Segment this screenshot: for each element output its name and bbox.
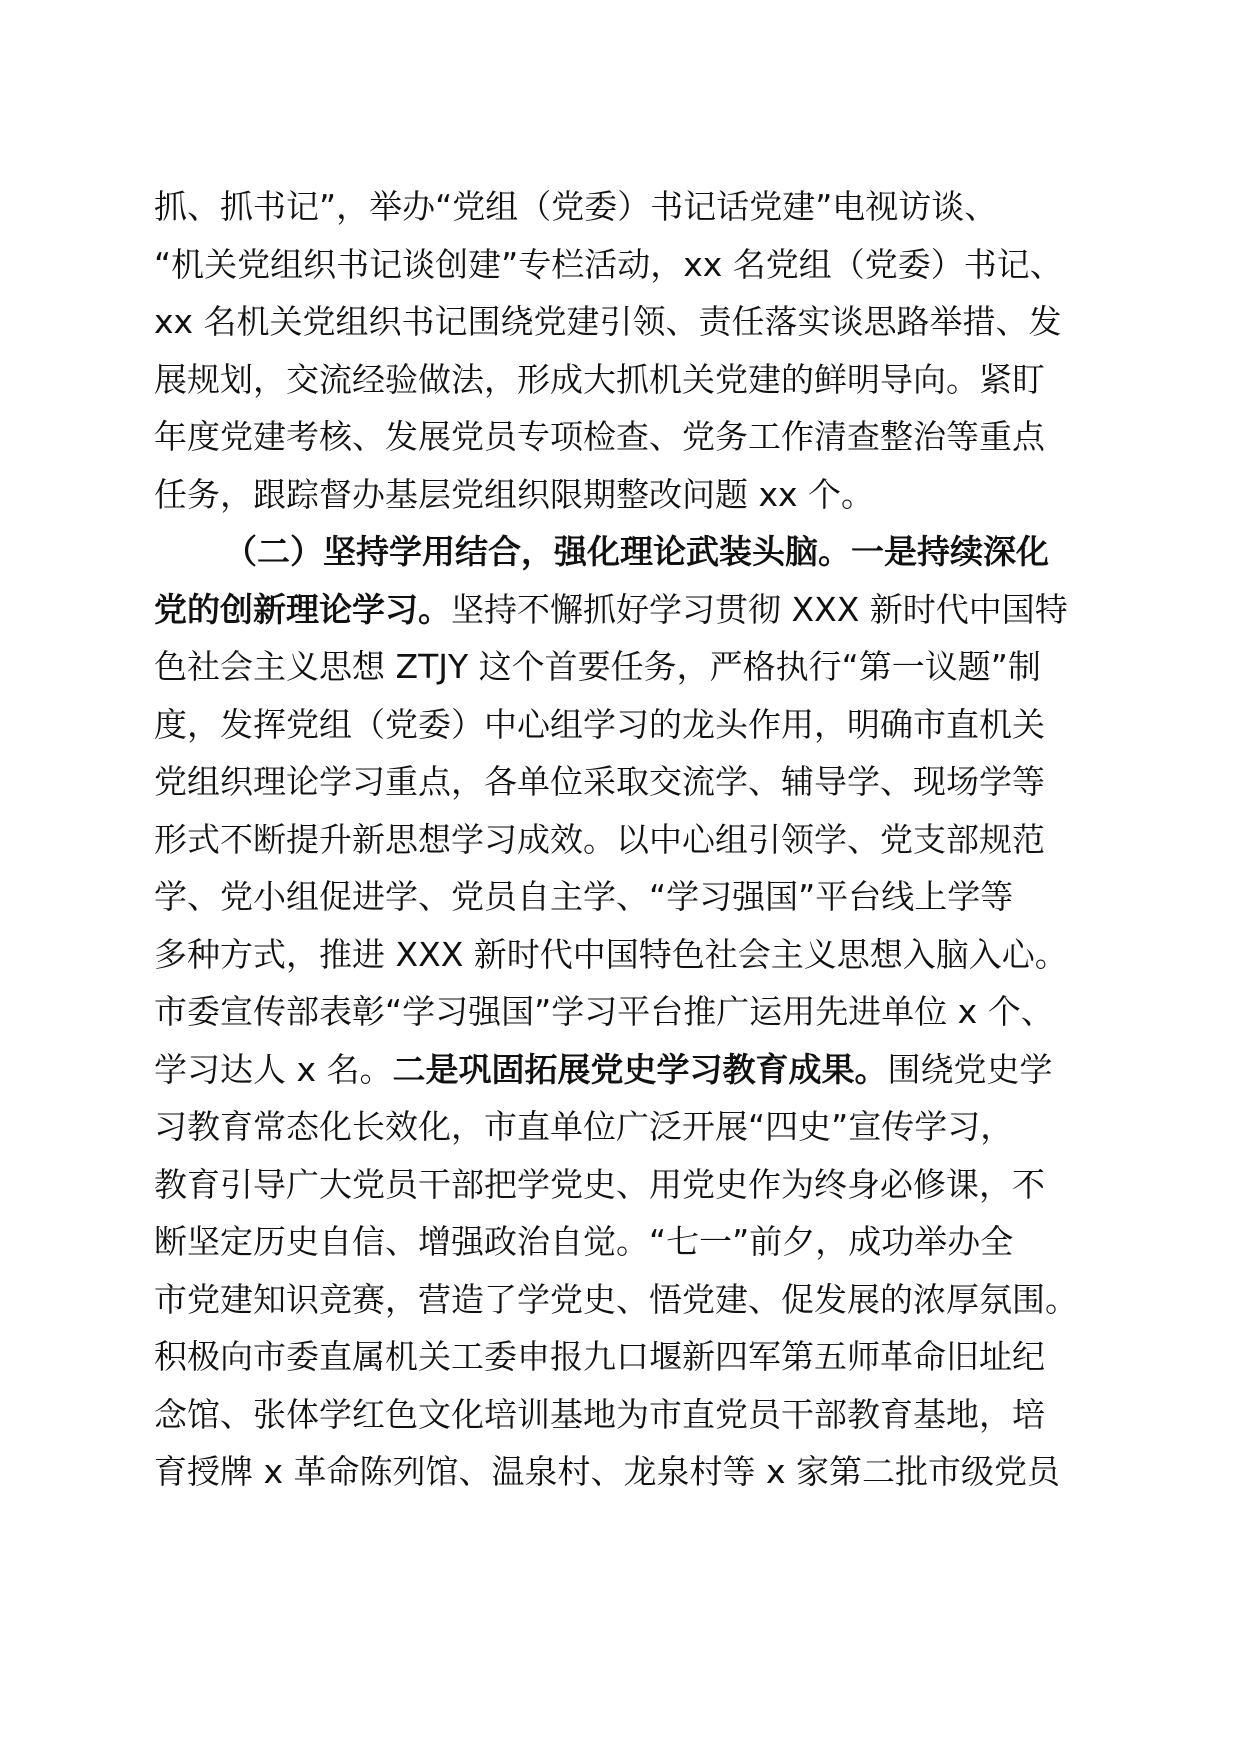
text-run: 念馆、张体学红色文化培训基地为市直党员干部教育基地，培 bbox=[154, 1394, 1045, 1434]
text-run: 展规划，交流经验做法，形成大抓机关党建的鲜明导向。紧盯 bbox=[154, 359, 1045, 399]
text-line bbox=[154, 696, 1084, 754]
text-line bbox=[154, 1041, 1084, 1099]
text-line bbox=[154, 178, 1084, 236]
text-run: 积极向市委直属机关工委申报九口堰新四军第五师革命旧址纪 bbox=[154, 1337, 1045, 1376]
text-run: 学、党小组促进学、党员自主学、“学习强国”平台线上学等 bbox=[154, 877, 1014, 916]
text-line bbox=[154, 1213, 1084, 1271]
text-run: 党组织理论学习重点，各单位采取交流学、辅导学、现场学等 bbox=[154, 762, 1045, 801]
text-run: “机关党组织书记谈创建”专栏活动，xx 名党组（党委）书记、 bbox=[154, 244, 1063, 284]
text-line bbox=[154, 811, 1084, 869]
text-line bbox=[154, 293, 1084, 351]
text-run: 围绕党史学 bbox=[887, 1049, 1053, 1089]
text-run: 市委宣传部表彰“学习强国”学习平台推广运用先进单位 x 个、 bbox=[154, 992, 1054, 1031]
text-run: 年度党建考核、发展党员专项检查、党务工作清查整治等重点 bbox=[154, 417, 1045, 456]
text-line bbox=[154, 983, 1084, 1041]
text-line bbox=[154, 638, 1084, 696]
text-run: 学习达人 x 名。 bbox=[154, 1049, 393, 1089]
text-run: 度，发挥党组（党委）中心组学习的龙头作用，明确市直机关 bbox=[154, 704, 1045, 744]
body-text bbox=[154, 178, 1084, 1501]
bold-lead-in: 二是巩固拓展党史学习教育成果。 bbox=[392, 1049, 888, 1089]
text-run: 任务，跟踪督办基层党组织限期整改问题 xx 个。 bbox=[154, 474, 875, 514]
text-line bbox=[154, 236, 1084, 294]
text-run: 习教育常态化长效化，市直单位广泛开展“四史”宣传学习， bbox=[154, 1107, 1014, 1146]
text-line bbox=[154, 351, 1084, 409]
text-run: 断坚定历史自信、增强政治自觉。“七一”前夕，成功举办全 bbox=[154, 1222, 1014, 1261]
text-line bbox=[154, 581, 1084, 639]
text-line bbox=[154, 1328, 1084, 1386]
text-line bbox=[154, 926, 1084, 984]
section-heading-line bbox=[154, 523, 1084, 581]
text-line bbox=[154, 408, 1084, 466]
text-line bbox=[154, 1156, 1084, 1214]
text-run: 色社会主义思想 ZTJY 这个首要任务，严格执行“第一议题”制 bbox=[154, 647, 1041, 686]
text-run: xx 名机关党组织书记围绕党建引领、责任落实谈思路举措、发 bbox=[154, 302, 1062, 341]
text-line bbox=[154, 753, 1084, 811]
text-line bbox=[154, 868, 1084, 926]
text-line bbox=[154, 466, 1084, 524]
text-run: 坚持不懈抓好学习贯彻 XXX 新时代中国特 bbox=[451, 589, 1068, 629]
text-line bbox=[154, 1098, 1084, 1156]
text-line bbox=[154, 1386, 1084, 1444]
text-run: 抓、抓书记”，举办“党组（党委）书记话党建”电视访谈、 bbox=[154, 187, 998, 226]
text-run: 育授牌 x 革命陈列馆、温泉村、龙泉村等 x 家第二批市级党员 bbox=[154, 1452, 1061, 1491]
text-run: 市党建知识竞赛，营造了学党史、悟党建、促发展的浓厚氛围。 bbox=[154, 1279, 1078, 1319]
text-run: 多种方式，推进 XXX 新时代中国特色社会主义思想入脑入心。 bbox=[154, 934, 1068, 974]
text-run: 教育引导广大党员干部把学党史、用党史作为终身必修课，不 bbox=[154, 1164, 1045, 1204]
text-run: 形式不断提升新思想学习成效。以中心组引领学、党支部规范 bbox=[154, 819, 1045, 859]
text-line bbox=[154, 1443, 1084, 1501]
section-heading: （二）坚持学用结合，强化理论武装头脑。一是持续深化 bbox=[224, 532, 1049, 571]
text-line bbox=[154, 1271, 1084, 1329]
bold-lead-in: 党的创新理论学习。 bbox=[154, 589, 451, 629]
